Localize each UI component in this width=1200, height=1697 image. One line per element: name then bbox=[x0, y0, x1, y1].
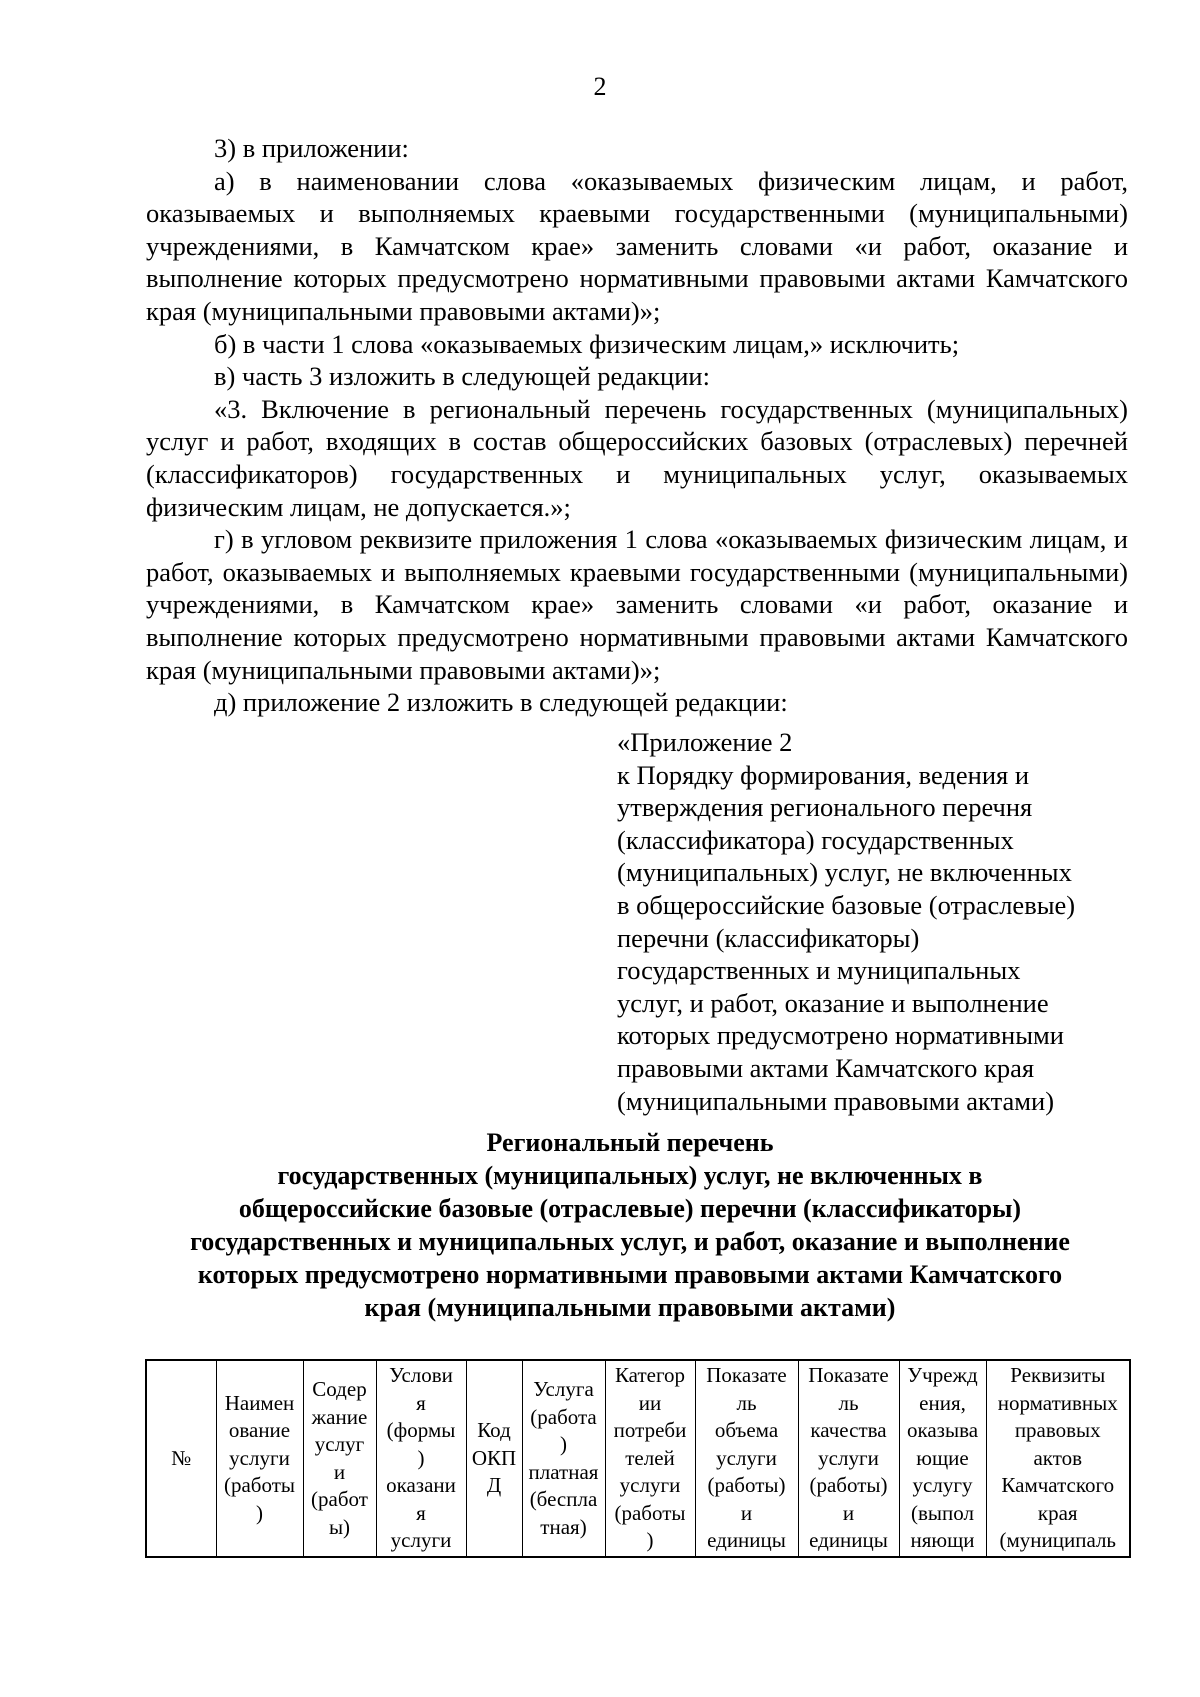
appendix-line: к Порядку формирования, ведения и bbox=[617, 759, 1030, 790]
header-quality-indicator: Показате ль качества услуги (работы) и единицы bbox=[798, 1360, 899, 1557]
title-line: общероссийские базовые (отраслевые) перечни (классификаторы) bbox=[238, 1194, 1022, 1223]
title-line: государственных и муниципальных услуг, и работ, оказание и выполнение bbox=[190, 1227, 1070, 1256]
appendix-line: государственных и муниципальных bbox=[617, 955, 1021, 986]
page-number: 2 bbox=[593, 72, 607, 101]
appendix-header bbox=[617, 726, 1157, 1117]
paragraph: а) в наименовании слова «оказываемых физическим лицам, и работ, оказываемых и выполняемых краевыми государственными (муниципальными) учреждениями, в Камчатском крае» заменить словами «и работ, оказание и выполнение которых предусмотрено нормативными правовыми актами Камчатского края (муниципальными правовыми актами)»; bbox=[146, 165, 1128, 326]
title-line: государственных (муниципальных) услуг, не включенных в bbox=[277, 1161, 983, 1190]
title-line: края (муниципальными правовыми актами) bbox=[364, 1293, 896, 1322]
appendix-line: в общероссийские базовые (отраслевые) bbox=[617, 889, 1076, 920]
title-line: Региональный перечень bbox=[486, 1128, 774, 1157]
appendix-line: перечни (классификаторы) bbox=[617, 922, 920, 953]
appendix-line: которых предусмотрено нормативными bbox=[617, 1020, 1064, 1051]
header-okpd-code: Код ОКП Д bbox=[466, 1360, 522, 1557]
paragraph: 3) в приложении: bbox=[214, 133, 409, 163]
header-content: Содер жание услуг и (работ ы) bbox=[303, 1360, 376, 1557]
appendix-line: услуг, и работ, оказание и выполнение bbox=[617, 987, 1049, 1018]
header-number: № bbox=[146, 1360, 216, 1557]
appendix-line: правовыми актами Камчатского края bbox=[617, 1052, 1035, 1083]
paragraph: д) приложение 2 изложить в следующей редакции: bbox=[214, 687, 788, 718]
appendix-line: «Приложение 2 bbox=[617, 727, 793, 757]
appendix-line: (муниципальных) услуг, не включенных bbox=[617, 857, 1072, 888]
appendix-line: утверждения регионального перечня bbox=[617, 792, 1033, 823]
services-table bbox=[145, 1359, 1131, 1558]
header-legal-acts: Реквизиты нормативных правовых актов Камчатского края (муниципаль bbox=[986, 1360, 1130, 1557]
header-paid-free: Услуга (работа ) платная (беспла тная) bbox=[522, 1360, 605, 1557]
paragraph: б) в части 1 слова «оказываемых физическим лицам,» исключить; bbox=[214, 328, 960, 359]
appendix-line: (классификатора) государственных bbox=[617, 824, 1014, 855]
header-institutions: Учрежд ения, оказыва ющие услугу (выпол няющи bbox=[899, 1360, 986, 1557]
paragraph: в) часть 3 изложить в следующей редакции: bbox=[214, 361, 710, 392]
appendix-line: (муниципальными правовыми актами) bbox=[617, 1085, 1055, 1116]
paragraph: «3. Включение в региональный перечень государственных (муниципальных) услуг и работ, входящих в состав общероссийских базовых (отраслевых) перечней (классификаторов) государственных и муниципальных услуг, оказываемых физическим лицам, не допускается.»; bbox=[146, 393, 1128, 522]
title-line: которых предусмотрено нормативными правовыми актами Камчатского bbox=[197, 1260, 1063, 1289]
document-title bbox=[140, 1126, 1120, 1324]
table-header-row bbox=[146, 1360, 1130, 1557]
header-conditions: Услови я (формы ) оказани я услуги bbox=[376, 1360, 466, 1557]
header-consumer-categories: Категор ии потреби телей услуги (работы ) bbox=[605, 1360, 695, 1557]
header-volume-indicator: Показате ль объема услуги (работы) и единицы bbox=[695, 1360, 798, 1557]
body-text bbox=[146, 132, 1128, 719]
paragraph: г) в угловом реквизите приложения 1 слова «оказываемых физическим лицам, и работ, оказываемых и выполняемых краевыми государственными (муниципальными) учреждениями, в Камчатском крае» заменить словами «и работ, оказание и выполнение которых предусмотрено нормативными правовыми актами Камчатского края (муниципальными правовыми актами)»; bbox=[146, 524, 1128, 685]
header-service-name: Наимен ование услуги (работы ) bbox=[216, 1360, 303, 1557]
